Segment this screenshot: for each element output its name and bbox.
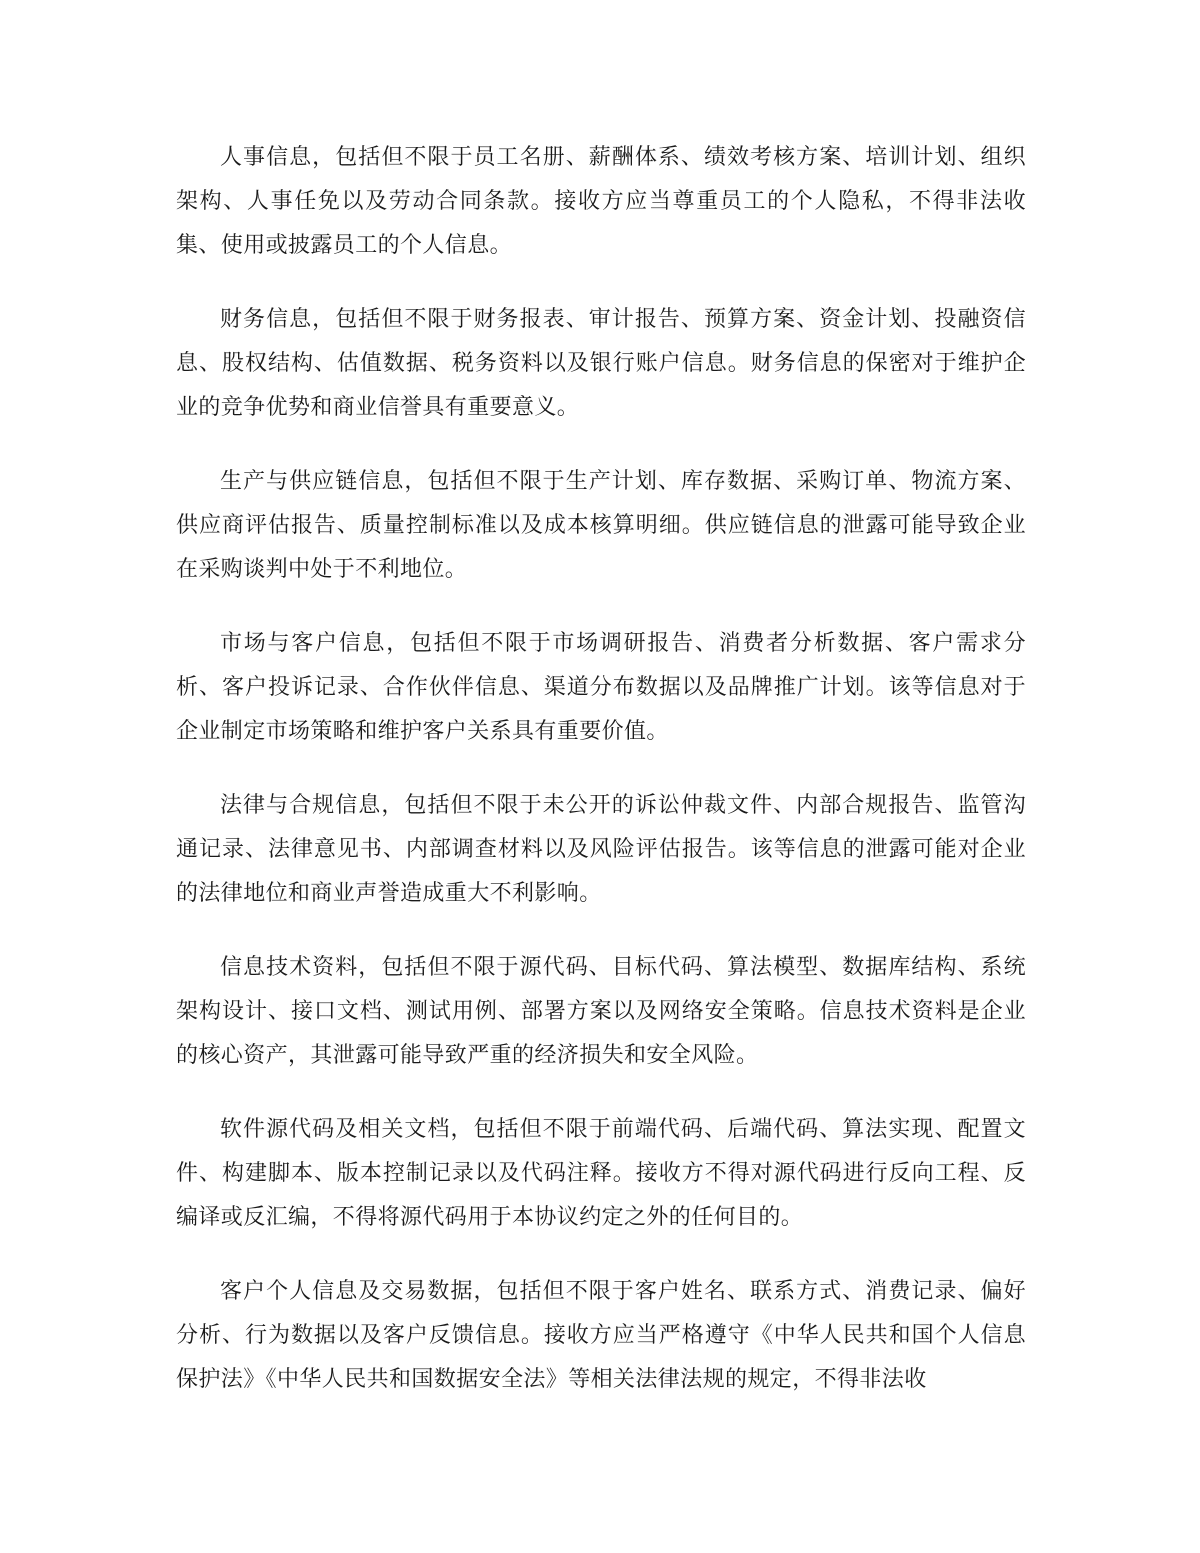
paragraph-market-customer-info: 市场与客户信息，包括但不限于市场调研报告、消费者分析数据、客户需求分析、客户投诉记录、合作伙伴信息、渠道分布数据以及品牌推广计划。该等信息对于企业制定市场策略和维护客户关系具有重要价值。	[176, 631, 1026, 744]
document-body	[176, 136, 1026, 1432]
paragraph-customer-data: 客户个人信息及交易数据，包括但不限于客户姓名、联系方式、消费记录、偏好分析、行为数据以及客户反馈信息。接收方应当严格遵守《中华人民共和国个人信息保护法》《中华人民共和国数据安全法》等相关法律法规的规定，不得非法收	[176, 1279, 1026, 1392]
paragraph-personnel-info: 人事信息，包括但不限于员工名册、薪酬体系、绩效考核方案、培训计划、组织架构、人事任免以及劳动合同条款。接收方应当尊重员工的个人隐私，不得非法收集、使用或披露员工的个人信息。	[176, 145, 1026, 258]
paragraph-financial-info: 财务信息，包括但不限于财务报表、审计报告、预算方案、资金计划、投融资信息、股权结构、估值数据、税务资料以及银行账户信息。财务信息的保密对于维护企业的竞争优势和商业信誉具有重要意义。	[176, 307, 1026, 420]
paragraph-it-materials: 信息技术资料，包括但不限于源代码、目标代码、算法模型、数据库结构、系统架构设计、接口文档、测试用例、部署方案以及网络安全策略。信息技术资料是企业的核心资产，其泄露可能导致严重的经济损失和安全风险。	[176, 955, 1026, 1068]
paragraph-legal-compliance-info: 法律与合规信息，包括但不限于未公开的诉讼仲裁文件、内部合规报告、监管沟通记录、法律意见书、内部调查材料以及风险评估报告。该等信息的泄露可能对企业的法律地位和商业声誉造成重大不利影响。	[176, 793, 1026, 906]
paragraph-source-code: 软件源代码及相关文档，包括但不限于前端代码、后端代码、算法实现、配置文件、构建脚本、版本控制记录以及代码注释。接收方不得对源代码进行反向工程、反编译或反汇编，不得将源代码用于本协议约定之外的任何目的。	[176, 1117, 1026, 1230]
paragraph-supply-chain-info: 生产与供应链信息，包括但不限于生产计划、库存数据、采购订单、物流方案、供应商评估报告、质量控制标准以及成本核算明细。供应链信息的泄露可能导致企业在采购谈判中处于不利地位。	[176, 469, 1026, 582]
